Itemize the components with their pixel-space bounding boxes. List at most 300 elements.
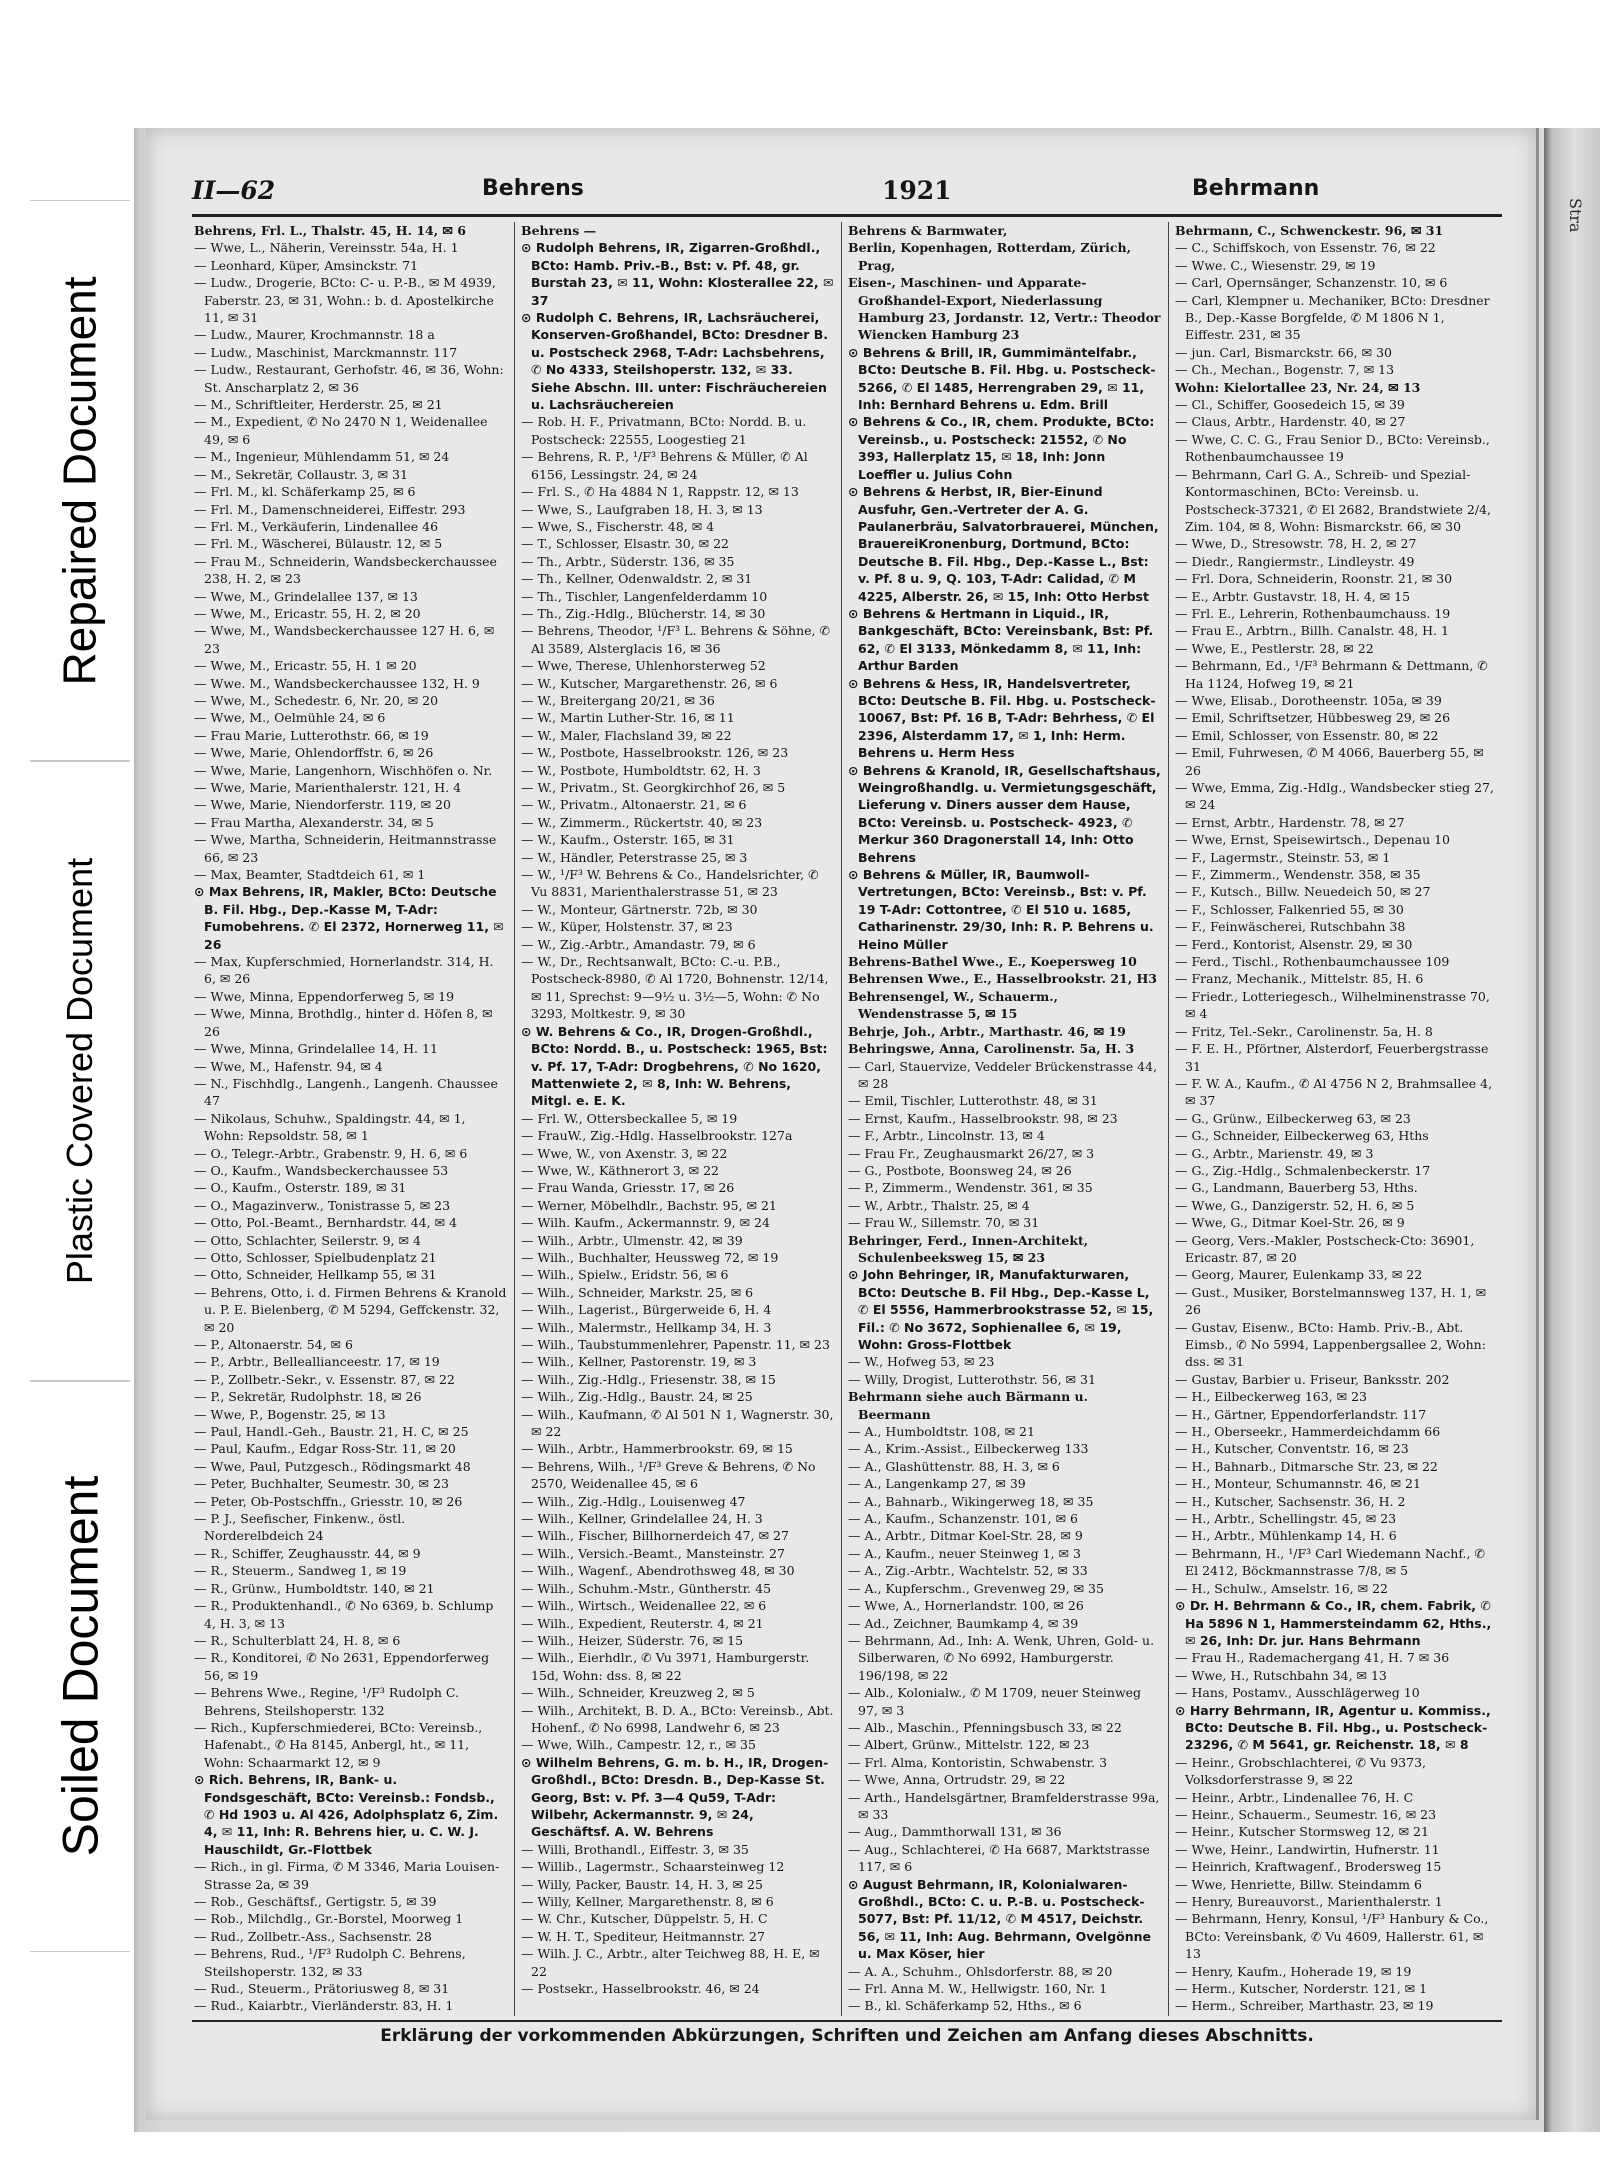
directory-entry: — O., Telegr.-Arbtr., Grabenstr. 9, H. 6, ✉ 6 (194, 1145, 468, 1161)
directory-entry: — Max, Kupferschmied, Hornerlandstr. 314, H. 6, ✉ 26 (194, 954, 494, 987)
directory-entry: — Wilh., Schneider, Kreuzweg 2, ✉ 5 (521, 1685, 755, 1701)
directory-entry: — Wwe, L., Näherin, Vereinsstr. 54a, H. 1 (194, 240, 459, 256)
directory-entry: Eisen-, Maschinen- und Apparate-Großhandel-Export, Niederlassung Hamburg 23, Jordanstr. 12, Vertr.: Theodor Wiencken Hamburg 23 (848, 275, 1161, 343)
directory-entry: — W., Zig.-Arbtr., Amandastr. 79, ✉ 6 (521, 936, 756, 952)
directory-entry: — F. E. H., Pförtner, Alsterdorf, Feuerbergstrasse 31 (1175, 1041, 1489, 1074)
directory-entry: — Wilh., Wagenf., Abendrothsweg 48, ✉ 30 (521, 1563, 795, 1579)
directory-entry: — P., Zollbetr.-Sekr., v. Essenstr. 87, ✉ 22 (194, 1371, 455, 1387)
directory-entry: — H., Bahnarb., Ditmarsche Str. 23, ✉ 22 (1175, 1458, 1438, 1474)
directory-entry: — Wwe, Marie, Ohlendorffstr. 6, ✉ 26 (194, 745, 434, 761)
directory-entry: — Frl. M., Wäscherei, Bülaustr. 12, ✉ 5 (194, 536, 443, 552)
directory-entry: — Nikolaus, Schuhw., Spaldingstr. 44, ✉ 1, Wohn: Repsoldstr. 58, ✉ 1 (194, 1110, 466, 1144)
directory-entry: — Wwe, Marie, Langenhorn, Wischhöfen o. Nr. (194, 762, 493, 778)
directory-entry: — Wwe, M., Grindelallee 137, ✉ 13 (194, 588, 418, 604)
directory-entry: — Frau Wanda, Griesstr. 17, ✉ 26 (521, 1180, 735, 1196)
directory-entry: — Gustav, Barbier u. Friseur, Banksstr. 202 (1175, 1371, 1450, 1387)
directory-entry: — Frl. Anna M. W., Hellwigstr. 160, Nr. 1 (848, 1981, 1108, 1997)
directory-entry: — Carl, Stauervize, Veddeler Brückenstrasse 44, ✉ 28 (848, 1058, 1158, 1091)
directory-entry: — Ludw., Maschinist, Marckmannstr. 117 (194, 344, 458, 360)
directory-entry: — Wilh., Eierhdlr., ✆ Vu 3971, Hamburgerstr. 15d, Wohn: dss. 8, ✉ 22 (521, 1650, 810, 1683)
directory-entry: — Wwe, Anna, Ortrudstr. 29, ✉ 22 (848, 1772, 1066, 1788)
directory-entry: — A., Zig.-Arbtr., Wachtelstr. 52, ✉ 33 (848, 1563, 1088, 1579)
directory-entry: — W., Arbtr., Thalstr. 25, ✉ 4 (848, 1197, 1030, 1213)
directory-entry: — Rob., Milchdlg., Gr.-Borstel, Moorweg 1 (194, 1911, 464, 1927)
directory-entry: — O., Kaufm., Wandsbeckerchaussee 53 (194, 1162, 449, 1178)
directory-columns (194, 222, 1502, 2016)
directory-entry: — W., Kaufm., Osterstr. 165, ✉ 31 (521, 832, 735, 848)
directory-entry: — Aug., Schlachterei, ✆ Ha 6687, Marktstrasse 117, ✉ 6 (848, 1841, 1150, 1875)
directory-entry: — Wwe, S., Fischerstr. 48, ✉ 4 (521, 518, 715, 534)
directory-entry: — Carl, Klempner u. Mechaniker, BCto: Dresdner B., Dep.-Kasse Borgfelde, ✆ M 1806 N 1, Eiffestr. 231, ✉ 35 (1175, 292, 1490, 343)
directory-entry: ⊙ Rudolph C. Behrens, IR, Lachsräucherei, Konserven-Großhandel, BCto: Dresdner B. u. Postscheck 2968, T-Adr: Lachsbehrens, ✆ No 4333, Steilshoperstr. 132, ✉ 33. Siehe Abschn. III. unter: Fischräuchereien u. Lachsräuchereien (521, 310, 828, 413)
directory-entry: ⊙ Behrens & Hertmann in Liquid., IR, Bankgeschäft, BCto: Vereinsbank, Bst: Pf. 62, ✆ El 3133, Mönkedamm 8, ✉ 11, Inh: Arthur Barden (848, 605, 1154, 674)
directory-entry: ⊙ Wilhelm Behrens, G. m. b. H., IR, Drogen-Großhdl., BCto: Dresdn. B., Dep-Kasse St. Georg, Bst: v. Pf. 3—4 Qu59, T-Adr: Wilbehr, Ackermannstr. 9, ✉ 24, Geschäftsf. A. W. Behrens (521, 1754, 829, 1840)
directory-entry: Behrensengel, W., Schauerm., Wendenstrasse 5, ✉ 15 (848, 988, 1058, 1022)
directory-entry: — Frl. Dora, Schneiderin, Roonstr. 21, ✉ 30 (1175, 571, 1453, 587)
directory-entry: — F., Feinwäscherei, Rutschbahn 38 (1175, 919, 1406, 935)
directory-entry: — H., Eilbeckerweg 163, ✉ 23 (1175, 1389, 1367, 1405)
side-label-plastic-covered (30, 760, 130, 1382)
directory-entry: — P., Arbtr., Belleallianceestr. 17, ✉ 19 (194, 1354, 440, 1370)
directory-entry: — Wwe, M., Hafenstr. 94, ✉ 4 (194, 1058, 383, 1074)
directory-entry: — A., Arbtr., Ditmar Koel-Str. 28, ✉ 9 (848, 1528, 1083, 1544)
directory-entry: — Heinr., Kutscher Stormsweg 12, ✉ 21 (1175, 1824, 1429, 1840)
directory-entry: ⊙ August Behrmann, IR, Kolonialwaren-Großhdl., BCto: C. u. P.-B. u. Postscheck-5077, Bst: Pf. 11/12, ✆ M 4517, Deichstr. 56, ✉ 11, Inh: Aug. Behrmann, Ovelgönne u. Max Köser, hier (848, 1876, 1152, 1962)
directory-entry: — Willib., Lagermstr., Schaarsteinweg 12 (521, 1859, 785, 1875)
directory-entry: — A., Humboldtstr. 108, ✉ 21 (848, 1424, 1035, 1440)
directory-entry: — Ludw., Drogerie, BCto: C- u. P.-B., ✉ M 4939, Faberstr. 23, ✉ 31, Wohn.: b. d. Apostelkirche 11, ✉ 31 (194, 275, 496, 326)
directory-entry: — Gust., Musiker, Borstelmannsweg 137, H. 1, ✉ 26 (1175, 1284, 1487, 1318)
side-label-text: Soiled Document (52, 1475, 109, 1857)
directory-entry: ⊙ Behrens & Kranold, IR, Gesellschaftshaus, Weingroßhandlg. u. Vermietungsgeschäft, Lieferung v. Diners ausser dem Hause, BCto: Vereinsb. u. Postscheck- 4923, ✆ Merkur 360 Dragonerstall 14, Inh: Otto Behrens (848, 762, 1161, 865)
directory-entry: — Arth., Handelsgärtner, Bramfelderstrasse 99a, ✉ 33 (848, 1789, 1160, 1822)
directory-entry: — Ernst, Arbtr., Hardenstr. 78, ✉ 27 (1175, 814, 1405, 830)
directory-entry: — Frl. W., Ottersbeckallee 5, ✉ 19 (521, 1110, 738, 1126)
directory-entry: Behrensen Wwe., E., Hasselbrookstr. 21, H3 (848, 971, 1157, 987)
side-label-text: Repaired Document (54, 276, 107, 686)
directory-entry: — Willy, Packer, Baustr. 14, H. 3, ✉ 25 (521, 1876, 763, 1892)
directory-entry: — Otto, Pol.-Beamt., Bernhardstr. 44, ✉ 4 (194, 1215, 458, 1231)
directory-entry: Behrmann siehe auch Bärmann u. Beermann (848, 1389, 1088, 1422)
directory-entry: — Frl. Alma, Kontoristin, Schwabenstr. 3 (848, 1754, 1108, 1770)
directory-entry: — Wwe, M., Wandsbeckerchaussee 127 H. 6, ✉ 23 (194, 623, 495, 656)
directory-entry: — Wilh., Architekt, B. D. A., BCto: Vereinsb., Abt. Hohenf., ✆ No 6998, Landwehr 6, ✉ 23 (521, 1702, 834, 1735)
directory-entry (848, 2015, 1161, 2016)
directory-entry: — A., Krim.-Assist., Eilbeckerweg 133 (848, 1441, 1089, 1457)
directory-entry: — Behrens, Theodor, ¹/F³ L. Behrens & Söhne, ✆ Al 3589, Alsterglacis 16, ✉ 36 (521, 623, 830, 656)
directory-entry: ⊙ Behrens & Co., IR, chem. Produkte, BCto: Vereinsb., u. Postscheck: 21552, ✆ No 393, Hallerplatz 15, ✉ 18, Inh: Jonn Loeffler u. Julius Cohn (848, 414, 1155, 482)
directory-entry: — W., Monteur, Gärtnerstr. 72b, ✉ 30 (521, 901, 758, 917)
footer-rule (192, 2020, 1502, 2022)
directory-entry: — P., Sekretär, Rudolphstr. 18, ✉ 26 (194, 1389, 422, 1405)
directory-entry: — A., Langenkamp 27, ✉ 39 (848, 1476, 1026, 1492)
directory-entry: — G., Arbtr., Marienstr. 49, ✉ 3 (1175, 1145, 1374, 1161)
directory-entry: — C., Schiffskoch, von Essenstr. 76, ✉ 22 (1175, 240, 1436, 256)
directory-entry: — Frau Martha, Alexanderstr. 34, ✉ 5 (194, 814, 434, 830)
directory-entry: — Max, Beamter, Stadtdeich 61, ✉ 1 (194, 867, 426, 883)
directory-entry: Berlin, Kopenhagen, Rotterdam, Zürich, Prag, (848, 240, 1131, 273)
directory-entry: — Heinr., Arbtr., Lindenallee 76, H. C (1175, 1789, 1414, 1805)
directory-entry: — Wilh., Zig.-Hdlg., Baustr. 24, ✉ 25 (521, 1389, 753, 1405)
directory-entry: — Behrmann, Ed., ¹/F³ Behrmann & Dettmann, ✆ Ha 1124, Hofweg 19, ✉ 21 (1175, 658, 1488, 691)
directory-entry: — Wwe, Henriette, Billw. Steindamm 6 (1175, 1876, 1422, 1892)
directory-entry: — Wwe, Paul, Putzgesch., Rödingsmarkt 48 (194, 1458, 471, 1474)
directory-entry: — Wwe, A., Hornerlandstr. 100, ✉ 26 (848, 1598, 1084, 1614)
page-number: II—62 (192, 176, 276, 205)
directory-entry: ⊙ Rich. Behrens, IR, Bank- u. Fondsgeschäft, BCto: Vereinsb.: Fondsb., ✆ Hd 1903 u. Al 426, Adolphsplatz 6, Zim. 4, ✉ 11, Inh: R. Behrens hier, u. C. W. J. Hauschildt, Gr.-Flottbek (194, 1772, 499, 1857)
directory-entry: — Wwe, Marie, Marienthalerstr. 121, H. 4 (194, 780, 462, 795)
directory-entry: — A., Kaufm., Schanzenstr. 101, ✉ 6 (848, 1511, 1079, 1527)
directory-entry: — Heinr., Grobschlachterei, ✆ Vu 9373, Volksdorferstrasse 9, ✉ 22 (1175, 1754, 1427, 1788)
directory-entry: — B., kl. Schäferkamp 52, Hths., ✉ 6 (848, 1998, 1082, 2014)
directory-entry: — Behrens, Otto, i. d. Firmen Behrens & Kranold u. P. E. Bielenberg, ✆ M 5294, Geffckenstr. 32, ✉ 20 (194, 1284, 507, 1335)
directory-entry: — Wwe, Minna, Grindelallee 14, H. 11 (194, 1041, 438, 1057)
directory-entry: — W., Hofweg 53, ✉ 23 (848, 1354, 995, 1370)
directory-entry: — Peter, Ob-Postschffn., Griesstr. 10, ✉ 26 (194, 1493, 463, 1509)
directory-entry: — Gustav, Eisenw., BCto: Hamb. Priv.-B., Abt. Eimsb., ✆ No 5994, Lappenbergsallee 2, Wohn: dss. ✉ 31 (1175, 1319, 1486, 1370)
directory-entry: — Emil, Schlosser, von Essenstr. 80, ✉ 22 (1175, 727, 1439, 743)
directory-entry (194, 2015, 507, 2016)
directory-entry: — W., Breitergang 20/21, ✉ 36 (521, 692, 715, 708)
directory-entry: — Wilh., Expedient, Reuterstr. 4, ✉ 21 (521, 1615, 764, 1631)
directory-entry: — Ferd., Tischl., Rothenbaumchaussee 109 (1175, 954, 1450, 970)
directory-entry: — Rud., Zollbetr.-Ass., Sachsenstr. 28 (194, 1928, 432, 1944)
directory-entry: — Behrmann, Henry, Konsul, ¹/F³ Hanbury & Co., BCto: Vereinsbank, ✆ Vu 4609, Hallerstr. 61, ✉ 13 (1175, 1911, 1489, 1962)
directory-entry: — Henry, Bureauvorst., Marienthalerstr. 1 (1175, 1894, 1443, 1909)
directory-entry: — Rud., Steuerm., Prätoriusweg 8, ✉ 31 (194, 1981, 450, 1997)
directory-entry: — Wwe. M., Wandsbeckerchaussee 132, H. 9 (194, 675, 480, 691)
directory-entry: — O., Kaufm., Osterstr. 189, ✉ 31 (194, 1180, 407, 1196)
directory-entry: — Behrmann, H., ¹/F³ Carl Wiedemann Nachf., ✆ El 2412, Böckmannstrasse 7/8, ✉ 5 (1175, 1545, 1485, 1579)
directory-entry: — Wwe, Emma, Zig.-Hdlg., Wandsbecker stieg 27, ✉ 24 (1175, 780, 1494, 813)
directory-entry: — Wwe, P., Bogenstr. 25, ✉ 13 (194, 1406, 386, 1422)
directory-entry: — Wwe, G., Danzigerstr. 52, H. 6, ✉ 5 (1175, 1197, 1415, 1213)
directory-entry: — Wilh. J. C., Arbtr., alter Teichweg 88, H. E, ✉ 22 (521, 1946, 820, 1979)
column-2 (521, 222, 834, 2016)
directory-entry: — Behrens, Rud., ¹/F³ Rudolph C. Behrens, Steilshoperstr. 132, ✉ 33 (194, 1946, 466, 1979)
directory-entry: ⊙ Harry Behrmann, IR, Agentur u. Kommiss., BCto: Deutsche B. Fil. Hbg., u. Postscheck- 23296, ✆ M 5641, gr. Reichenstr. 18, ✉ 8 (1175, 1702, 1491, 1753)
directory-entry: — Wwe, W., Käthnerort 3, ✉ 22 (521, 1162, 719, 1178)
directory-entry: — Wwe, S., Laufgraben 18, H. 3, ✉ 13 (521, 501, 763, 517)
directory-entry: — Otto, Schneider, Hellkamp 55, ✉ 31 (194, 1267, 437, 1283)
directory-entry: — Alb., Maschin., Pfenningsbusch 33, ✉ 22 (848, 1719, 1122, 1735)
directory-entry: — Wwe, M., Oelmühle 24, ✉ 6 (194, 710, 386, 726)
page-header (192, 176, 1512, 210)
directory-entry: — Wwe, D., Stresowstr. 78, H. 2, ✉ 27 (1175, 536, 1417, 552)
directory-entry: — jun. Carl, Bismarckstr. 66, ✉ 30 (1175, 344, 1392, 360)
directory-entry: — Th., Zig.-Hdlg., Blücherstr. 14, ✉ 30 (521, 605, 766, 621)
directory-entry: ⊙ Max Behrens, IR, Makler, BCto: Deutsche B. Fil. Hbg., Dep.-Kasse M, T-Adr: Fumobehrens. ✆ El 2372, Hornerweg 11, ✉ 26 (194, 884, 504, 952)
directory-entry: — Wwe, Martha, Schneiderin, Heitmannstrasse 66, ✉ 23 (194, 832, 497, 865)
directory-entry: — G., Zig.-Hdlg., Schmalenbeckerstr. 17 (1175, 1162, 1431, 1178)
directory-entry: — E., Arbtr. Gustavstr. 18, H. 4, ✉ 15 (1175, 588, 1411, 604)
directory-entry: — Cl., Schiffer, Goosedeich 15, ✉ 39 (1175, 397, 1405, 413)
directory-entry: — Willy, Kellner, Margarethenstr. 8, ✉ 6 (521, 1894, 774, 1909)
directory-entry: — P., Zimmerm., Wendenstr. 361, ✉ 35 (848, 1180, 1093, 1196)
header-year: 1921 (882, 176, 952, 205)
directory-entry: — Herm., Schreiber, Marthastr. 23, ✉ 19 (1175, 1998, 1434, 2014)
directory-entry: — W., Kutscher, Margarethenstr. 26, ✉ 6 (521, 675, 778, 691)
directory-entry: — Emil, Schriftsetzer, Hübbesweg 29, ✉ 26 (1175, 710, 1451, 726)
directory-entry: — Frl. S., ✆ Ha 4884 N 1, Rappstr. 12, ✉ 13 (521, 484, 799, 500)
directory-entry: — M., Expedient, ✆ No 2470 N 1, Weidenallee 49, ✉ 6 (194, 414, 488, 447)
directory-entry: — W., Privatm., Altonaerstr. 21, ✉ 6 (521, 797, 747, 813)
directory-entry: — Willi, Brothandl., Eiffestr. 3, ✉ 35 (521, 1841, 749, 1857)
directory-entry: — W. H. T., Spediteur, Heitmannstr. 27 (521, 1928, 765, 1944)
directory-entry: — W., ¹/F³ W. Behrens & Co., Handelsrichter, ✆ Vu 8831, Marienthalerstrasse 51, ✉ 23 (521, 867, 819, 900)
directory-entry: — Claus, Arbtr., Hardenstr. 40, ✉ 27 (1175, 414, 1406, 430)
directory-entry: — M., Sekretär, Collaustr. 3, ✉ 31 (194, 466, 408, 482)
adjacent-page-edge (1544, 128, 1600, 2132)
directory-entry: — Wilh., Kellner, Pastorenstr. 19, ✉ 3 (521, 1354, 757, 1370)
directory-entry: — A. A., Schuhm., Ohlsdorferstr. 88, ✉ 20 (848, 1963, 1113, 1979)
directory-entry: Behrens — (521, 223, 597, 238)
directory-entry: Behrmann, C., Schwenckestr. 96, ✉ 31 (1175, 223, 1444, 238)
directory-entry: — Frl. M., Damenschneiderei, Eiffestr. 293 (194, 501, 466, 517)
directory-entry: — Hans, Postamv., Ausschlägerweg 10 (1175, 1685, 1420, 1701)
directory-entry: — G., Landmann, Bauerberg 53, Hths. (1175, 1180, 1418, 1196)
directory-entry: Behringer, Ferd., Innen-Architekt, Schulenbeeksweg 15, ✉ 23 (848, 1232, 1089, 1265)
directory-entry: — Behrens, Wilh., ¹/F³ Greve & Behrens, ✆ No 2570, Weidenallee 45, ✉ 6 (521, 1458, 816, 1492)
directory-entry: — Wwe, Wilh., Campestr. 12, r., ✉ 35 (521, 1737, 756, 1753)
directory-entry: Behrens-Bathel Wwe., E., Koepersweg 10 (848, 954, 1137, 970)
directory-entry: — Henry, Kaufm., Hoherade 19, ✉ 19 (1175, 1963, 1412, 1979)
directory-entry: — Emil, Fuhrwesen, ✆ M 4066, Bauerberg 55, ✉ 26 (1175, 745, 1484, 778)
directory-entry: — Wwe, G., Ditmar Koel-Str. 26, ✉ 9 (1175, 1215, 1405, 1231)
directory-entry: — Ernst, Kaufm., Hasselbrookstr. 98, ✉ 23 (848, 1110, 1118, 1126)
directory-entry: — Wilh., Zig.-Hdlg., Friesenstr. 38, ✉ 15 (521, 1371, 776, 1387)
directory-entry: — Willy, Drogist, Lutterothstr. 56, ✉ 31 (848, 1371, 1096, 1387)
directory-entry: — G., Schneider, Eilbeckerweg 63, Hths (1175, 1128, 1429, 1144)
directory-entry: — Heinrich, Kraftwagenf., Brodersweg 15 (1175, 1859, 1442, 1875)
directory-entry: — F., Lagermstr., Steinstr. 53, ✉ 1 (1175, 849, 1391, 865)
directory-entry: — R., Grünw., Humboldtstr. 140, ✉ 21 (194, 1580, 435, 1596)
directory-entry: — A., Bahnarb., Wikingerweg 18, ✉ 35 (848, 1493, 1094, 1509)
directory-entry: — Wwe. C., Wiesenstr. 29, ✉ 19 (1175, 257, 1376, 273)
directory-entry: — W., Küper, Holstenstr. 37, ✉ 23 (521, 919, 733, 935)
directory-entry: — Wwe, Heinr., Landwirtin, Hufnerstr. 11 (1175, 1841, 1440, 1857)
directory-entry: — Th., Kellner, Odenwaldstr. 2, ✉ 31 (521, 571, 753, 587)
directory-entry: — Wwe, M., Ericastr. 55, H. 2, ✉ 20 (194, 605, 421, 621)
directory-entry: — Wilh., Arbtr., Hammerbrookstr. 69, ✉ 15 (521, 1441, 793, 1457)
directory-entry: Behrens & Barmwater, (848, 223, 1008, 238)
directory-entry: — Frau W., Sillemstr. 70, ✉ 31 (848, 1215, 1040, 1231)
directory-entry: ⊙ Behrens & Müller, IR, Baumwoll-Vertretungen, BCto: Vereinsb., Bst: v. Pf. 19 T-Adr: Cottontree, ✆ El 510 u. 1685, Catharinenstr. 29/30, Inh: R. P. Behrens u. Heino Müller (848, 867, 1154, 952)
directory-entry: — Behrmann, Ad., Inh: A. Wenk, Uhren, Gold- u. Silberwaren, ✆ No 6992, Hamburgerstr. 196/198, ✉ 22 (848, 1632, 1155, 1683)
directory-entry: — H., Monteur, Schumannstr. 46, ✉ 21 (1175, 1476, 1421, 1492)
directory-entry: — T., Schlosser, Elsastr. 30, ✉ 22 (521, 536, 729, 552)
directory-entry: — H., Schulw., Amselstr. 16, ✉ 22 (1175, 1580, 1388, 1596)
directory-entry: — Albert, Grünw., Mittelstr. 122, ✉ 23 (848, 1737, 1090, 1753)
side-label-soiled (30, 1380, 130, 1952)
directory-entry: — H., Kutscher, Sachsenstr. 36, H. 2 (1175, 1493, 1406, 1509)
directory-entry: — Fritz, Tel.-Sekr., Carolinenstr. 5a, H. 8 (1175, 1023, 1433, 1039)
directory-entry: — Leonhard, Küper, Amsinckstr. 71 (194, 257, 419, 273)
directory-entry: — Diedr., Rangiermstr., Lindleystr. 49 (1175, 553, 1415, 569)
directory-entry: — Wilh., Schuhm.-Mstr., Güntherstr. 45 (521, 1580, 772, 1596)
directory-entry: — Ludw., Maurer, Krochmannstr. 18 a (194, 327, 435, 343)
directory-entry: — Alb., Kolonialw., ✆ M 1709, neuer Steinweg 97, ✉ 3 (848, 1685, 1142, 1718)
directory-entry: — H., Arbtr., Mühlenkamp 14, H. 6 (1175, 1528, 1397, 1544)
directory-entry (1175, 2015, 1495, 2016)
directory-entry: — Wwe, Minna, Brothdlg., hinter d. Höfen 8, ✉ 26 (194, 1006, 493, 1039)
directory-entry: — H., Kutscher, Conventstr. 16, ✉ 23 (1175, 1441, 1409, 1457)
directory-entry: — Wilh., Kaufmann, ✆ Al 501 N 1, Wagnerstr. 30, ✉ 22 (521, 1406, 834, 1440)
directory-entry: — Frl. M., Verkäuferin, Lindenallee 46 (194, 518, 439, 534)
directory-entry: — Wilh., Heizer, Süderstr. 76, ✉ 15 (521, 1632, 744, 1648)
directory-entry: — Rich., Kupferschmiederei, BCto: Vereinsb., Hafenabt., ✆ Ha 8145, Anbergl, ht., ✉ 11, Wohn: Schaarmarkt 12, ✉ 9 (194, 1719, 483, 1770)
directory-entry: — Wilh., Fischer, Billhornerdeich 47, ✉ 27 (521, 1528, 789, 1544)
directory-entry: — Rich., in gl. Firma, ✆ M 3346, Maria Louisen-Strasse 2a, ✉ 39 (194, 1859, 500, 1892)
directory-entry: — W. Chr., Kutscher, Düppelstr. 5, H. C (521, 1911, 768, 1927)
directory-entry: — P., Altonaerstr. 54, ✉ 6 (194, 1337, 353, 1352)
directory-entry: — Otto, Schlachter, Seilerstr. 9, ✉ 4 (194, 1232, 421, 1248)
scanned-photo (134, 128, 1600, 2132)
directory-entry: — F. W. A., Kaufm., ✆ Al 4756 N 2, Brahmsallee 4, ✉ 37 (1175, 1075, 1493, 1109)
directory-entry: — Wilh., Schneider, Markstr. 25, ✉ 6 (521, 1284, 754, 1300)
directory-entry: — Th., Arbtr., Süderstr. 136, ✉ 35 (521, 553, 735, 569)
directory-entry: — Ch., Mechan., Bogenstr. 7, ✉ 13 (1175, 362, 1395, 378)
directory-entry: — Heinr., Schauerm., Seumestr. 16, ✉ 23 (1175, 1806, 1437, 1822)
directory-entry: — Wwe, M., Ericastr. 55, H. 1 ✉ 20 (194, 658, 417, 674)
side-label-repaired (30, 200, 130, 762)
directory-entry: — R., Schulterblatt 24, H. 8, ✉ 6 (194, 1632, 401, 1648)
directory-entry: — Frau H., Rademachergang 41, H. 7 ✉ 36 (1175, 1650, 1450, 1666)
directory-entry: — Rob. H. F., Privatmann, BCto: Nordd. B. u. Postscheck: 22555, Loogestieg 21 (521, 414, 807, 447)
directory-entry: — Behrens, R. P., ¹/F³ Behrens & Müller, ✆ Al 6156, Lessingstr. 24, ✉ 24 (521, 449, 808, 482)
directory-entry: — Postsekr., Hasselbrookstr. 46, ✉ 24 (521, 1981, 760, 1997)
directory-entry: — Wwe, M., Schedestr. 6, Nr. 20, ✉ 20 (194, 692, 439, 708)
directory-entry: — Wwe, C. C. G., Frau Senior D., BCto: Vereinsb., Rothenbaumchaussee 19 (1175, 431, 1490, 465)
directory-entry: — W., Zimmerm., Rückertstr. 40, ✉ 23 (521, 814, 763, 830)
directory-entry: — Wwe, W., von Axenstr. 3, ✉ 22 (521, 1145, 728, 1161)
directory-entry: — R., Steuerm., Sandweg 1, ✉ 19 (194, 1563, 407, 1579)
directory-entry: — H., Gärtner, Eppendorferlandstr. 117 (1175, 1406, 1427, 1422)
directory-entry: — Otto, Schlosser, Spielbudenplatz 21 (194, 1249, 437, 1265)
directory-entry: — Wilh., Zig.-Hdlg., Louisenweg 47 (521, 1493, 746, 1509)
adjacent-page-text: Stra (1566, 198, 1585, 233)
directory-entry: — A., Kupferschm., Grevenweg 29, ✉ 35 (848, 1580, 1104, 1596)
directory-entry: — H., Oberseekr., Hammerdeichdamm 66 (1175, 1424, 1441, 1440)
column-divider (1168, 222, 1169, 2016)
directory-entry: — Peter, Buchhalter, Seumestr. 30, ✉ 23 (194, 1476, 449, 1492)
directory-entry: — Frau M., Schneiderin, Wandsbeckerchaussee 238, H. 2, ✉ 23 (194, 553, 497, 587)
directory-entry: Behringswe, Anna, Carolinenstr. 5a, H. 3 (848, 1041, 1135, 1057)
directory-entry: — Wwe, Ernst, Speisewirtsch., Depenau 10 (1175, 832, 1451, 848)
directory-entry: — F., Zimmerm., Wendenstr. 358, ✉ 35 (1175, 867, 1421, 883)
column-divider (841, 222, 842, 2016)
column-4 (1175, 222, 1495, 2016)
directory-entry: — Wilh., Taubstummenlehrer, Papenstr. 11, ✉ 23 (521, 1337, 830, 1352)
directory-entry: — Wwe, Marie, Niendorferstr. 119, ✉ 20 (194, 797, 451, 813)
side-label-text: Plastic Covered Document (59, 857, 100, 1285)
page-footer-note: Erklärung der vorkommenden Abkürzungen, Schriften und Zeichen am Anfang dieses Abschnitts. (380, 2026, 1314, 2046)
directory-entry: ⊙ Behrens & Herbst, IR, Bier-Einund Ausfuhr, Gen.-Vertreter der A. G. Paulanerbräu, Salvatorbrauerei, München, BrauereiKronenburg, Dortmund, BCto: Deutsche B. Fil. Hbg., Dep.-Kasse L., Bst: v. Pf. 8 u. 9, Q. 103, T-Adr: Calidad, ✆ M 4225, Alberstr. 26, ✉ 15, Inh: Otto Herbst (848, 484, 1159, 604)
header-right-keyword: Behrmann (1192, 176, 1320, 201)
directory-entry: — W., Privatm., St. Georgkirchhof 26, ✉ 5 (521, 780, 786, 795)
directory-entry: — Ad., Zeichner, Baumkamp 4, ✉ 39 (848, 1615, 1079, 1631)
directory-entry: — A., Glashüttenstr. 88, H. 3, ✉ 6 (848, 1458, 1060, 1474)
header-left-keyword: Behrens (482, 176, 584, 201)
directory-entry: — Paul, Kaufm., Edgar Ross-Str. 11, ✉ 20 (194, 1441, 456, 1457)
directory-entry: — Wilh., Wirtsch., Weidenallee 22, ✉ 6 (521, 1598, 767, 1614)
directory-entry: — W., Händler, Peterstrasse 25, ✉ 3 (521, 849, 748, 865)
column-divider (514, 222, 515, 2016)
directory-entry: — R., Konditorei, ✆ No 2631, Eppendorferweg 56, ✉ 19 (194, 1650, 490, 1683)
directory-entry: — Behrmann, Carl G. A., Schreib- und Spezial-Kontormaschinen, BCto: Vereinsb. u. Postscheck-37321, ✆ El 2682, Brandstwiete 2/4, Zim. 104, ✉ 8, Wohn: Bismarckstr. 66, ✉ 30 (1175, 466, 1492, 534)
directory-entry: — W., Postbote, Hasselbrookstr. 126, ✉ 23 (521, 745, 789, 761)
directory-entry: — Wilh., Arbtr., Ulmenstr. 42, ✉ 39 (521, 1232, 743, 1248)
directory-entry: — W., Postbote, Humboldtstr. 62, H. 3 (521, 762, 761, 778)
directory-entry: — F., Kutsch., Billw. Neuedeich 50, ✉ 27 (1175, 884, 1431, 900)
directory-entry: — H., Arbtr., Schellingstr. 45, ✉ 23 (1175, 1511, 1397, 1527)
directory-entry: ⊙ Behrens & Hess, IR, Handelsvertreter, BCto: Deutsche B. Fil. Hbg. u. Postscheck-10067, Bst: Pf. 16 B, T-Adr: Behrhess, ✆ El 2396, Alsterdamm 17, ✉ 1, Inh: Herm. Behrens u. Herm Hess (848, 675, 1156, 761)
directory-entry: — R., Schiffer, Zeughausstr. 44, ✉ 9 (194, 1545, 421, 1561)
directory-entry: — Emil, Tischler, Lutterothstr. 48, ✉ 31 (848, 1093, 1098, 1109)
directory-entry: — Behrens Wwe., Regine, ¹/F³ Rudolph C. Behrens, Steilshoperstr. 132 (194, 1685, 459, 1718)
directory-entry: — Wilh., Kellner, Grindelallee 24, H. 3 (521, 1511, 763, 1527)
directory-entry: — Aug., Dammthorwall 131, ✉ 36 (848, 1824, 1062, 1840)
header-rule (192, 214, 1502, 217)
directory-entry: — Wwe, Elisab., Dorotheenstr. 105a, ✉ 39 (1175, 692, 1442, 708)
directory-entry: — W., Martin Luther-Str. 16, ✉ 11 (521, 710, 735, 726)
directory-entry: Wohn: Kielortallee 23, Nr. 24, ✉ 13 (1175, 379, 1421, 395)
directory-entry: — Wwe, Therese, Uhlenhorsterweg 52 (521, 658, 766, 674)
directory-entry: — Wwe, H., Rutschbahn 34, ✉ 13 (1175, 1667, 1387, 1683)
directory-entry: — Frau E., Arbtrn., Billh. Canalstr. 48, H. 1 (1175, 623, 1449, 639)
directory-entry: — Georg, Maurer, Eulenkamp 33, ✉ 22 (1175, 1267, 1423, 1283)
directory-entry: Behrje, Joh., Arbtr., Marthastr. 46, ✉ 19 (848, 1023, 1126, 1039)
directory-entry: — P. J., Seefischer, Finkenw., östl. Norderelbdeich 24 (194, 1511, 406, 1544)
directory-entry: — Ferd., Kontorist, Alsenstr. 29, ✉ 30 (1175, 936, 1413, 952)
directory-entry: — F., Schlosser, Falkenried 55, ✉ 30 (1175, 901, 1404, 917)
directory-entry: — Carl, Opernsänger, Schanzenstr. 10, ✉ 6 (1175, 275, 1448, 291)
directory-entry: — W., Dr., Rechtsanwalt, BCto: C.-u. P.B., Postscheck-8980, ✆ Al 1720, Bohnenstr. 12/14, ✉ 11, Sprechst: 9—9½ u. 3½—5, Wohn: ✆ No 3293, Moltkestr. 9, ✉ 30 (521, 954, 829, 1022)
directory-entry: — Frl. E., Lehrerin, Rothenbaumchauss. 19 (1175, 605, 1451, 621)
column-3 (848, 222, 1161, 2016)
directory-page (146, 128, 1539, 2120)
directory-entry: — Wilh., Spielw., Eridstr. 56, ✉ 6 (521, 1267, 729, 1283)
directory-entry: — Frau Marie, Lutterothstr. 66, ✉ 19 (194, 727, 429, 743)
directory-entry: ⊙ Dr. H. Behrmann & Co., IR, chem. Fabrik, ✆ Ha 5896 N 1, Hammersteindamm 62, Hths., ✉ 26, Inh: Dr. jur. Hans Behrmann (1175, 1598, 1492, 1648)
directory-entry: — N., Fischhdlg., Langenh., Langenh. Chaussee 47 (194, 1075, 498, 1109)
directory-entry: — Rud., Kaiarbtr., Vierländerstr. 83, H. 1 (194, 1998, 454, 2014)
directory-entry: ⊙ John Behringer, IR, Manufakturwaren, BCto: Deutsche B. Fil Hbg., Dep.-Kasse L, ✆ El 5556, Hammerbrookstrasse 52, ✉ 15, Fil.: ✆ No 3672, Sophienallee 6, ✉ 19, Wohn: Gross-Flottbek (848, 1267, 1154, 1352)
directory-entry: — Georg, Vers.-Makler, Postscheck-Cto: 36901, Ericastr. 87, ✉ 20 (1175, 1232, 1475, 1265)
directory-entry: — O., Magazinverw., Tonistrasse 5, ✉ 23 (194, 1197, 451, 1213)
directory-entry: — M., Schriftleiter, Herderstr. 25, ✉ 21 (194, 397, 443, 413)
directory-entry: — W., Maler, Flachsland 39, ✉ 22 (521, 727, 732, 743)
directory-entry: — Wilh., Versich.-Beamt., Mansteinstr. 27 (521, 1545, 785, 1561)
directory-entry: — R., Produktenhandl., ✆ No 6369, b. Schlump 4, H. 3, ✉ 13 (194, 1598, 494, 1631)
directory-entry: — FrauW., Zig.-Hdlg. Hasselbrookstr. 127a (521, 1128, 793, 1144)
directory-entry: — Herm., Kutscher, Norderstr. 121, ✉ 1 (1175, 1981, 1428, 1997)
directory-entry: ⊙ Behrens & Brill, IR, Gummimäntelfabr., BCto: Deutsche B. Fil. Hbg. u. Postscheck-5266, ✆ El 1485, Herrengraben 29, ✉ 11, Inh: Bernhard Behrens u. Edm. Brill (848, 344, 1156, 413)
directory-entry: Behrens, Frl. L., Thalstr. 45, H. 14, ✉ 6 (194, 223, 466, 238)
directory-entry: — Paul, Handl.-Geh., Baustr. 21, H. C, ✉ 25 (194, 1424, 469, 1440)
directory-entry: — A., Kaufm., neuer Steinweg 1, ✉ 3 (848, 1545, 1081, 1561)
directory-entry: — Wwe, E., Pestlerstr. 28, ✉ 22 (1175, 640, 1374, 656)
directory-entry: — Wilh. Kaufm., Ackermannstr. 9, ✉ 24 (521, 1215, 770, 1231)
directory-entry: — G., Grünw., Eilbeckerweg 63, ✉ 23 (1175, 1110, 1411, 1126)
directory-entry: — F., Arbtr., Lincolnstr. 13, ✉ 4 (848, 1128, 1045, 1144)
directory-entry: — Th., Tischler, Langenfelderdamm 10 (521, 588, 768, 604)
directory-entry: — Friedr., Lotteriegesch., Wilhelminenstrasse 70, ✉ 4 (1175, 988, 1490, 1022)
directory-entry: — Wilh., Buchhalter, Heussweg 72, ✉ 19 (521, 1249, 779, 1265)
directory-entry: — M., Ingenieur, Mühlendamm 51, ✉ 24 (194, 449, 450, 465)
directory-entry: — Wilh., Malermstr., Hellkamp 34, H. 3 (521, 1319, 772, 1335)
directory-entry: — Ludw., Restaurant, Gerhofstr. 46, ✉ 36, Wohn: St. Anscharplatz 2, ✉ 36 (194, 362, 504, 395)
